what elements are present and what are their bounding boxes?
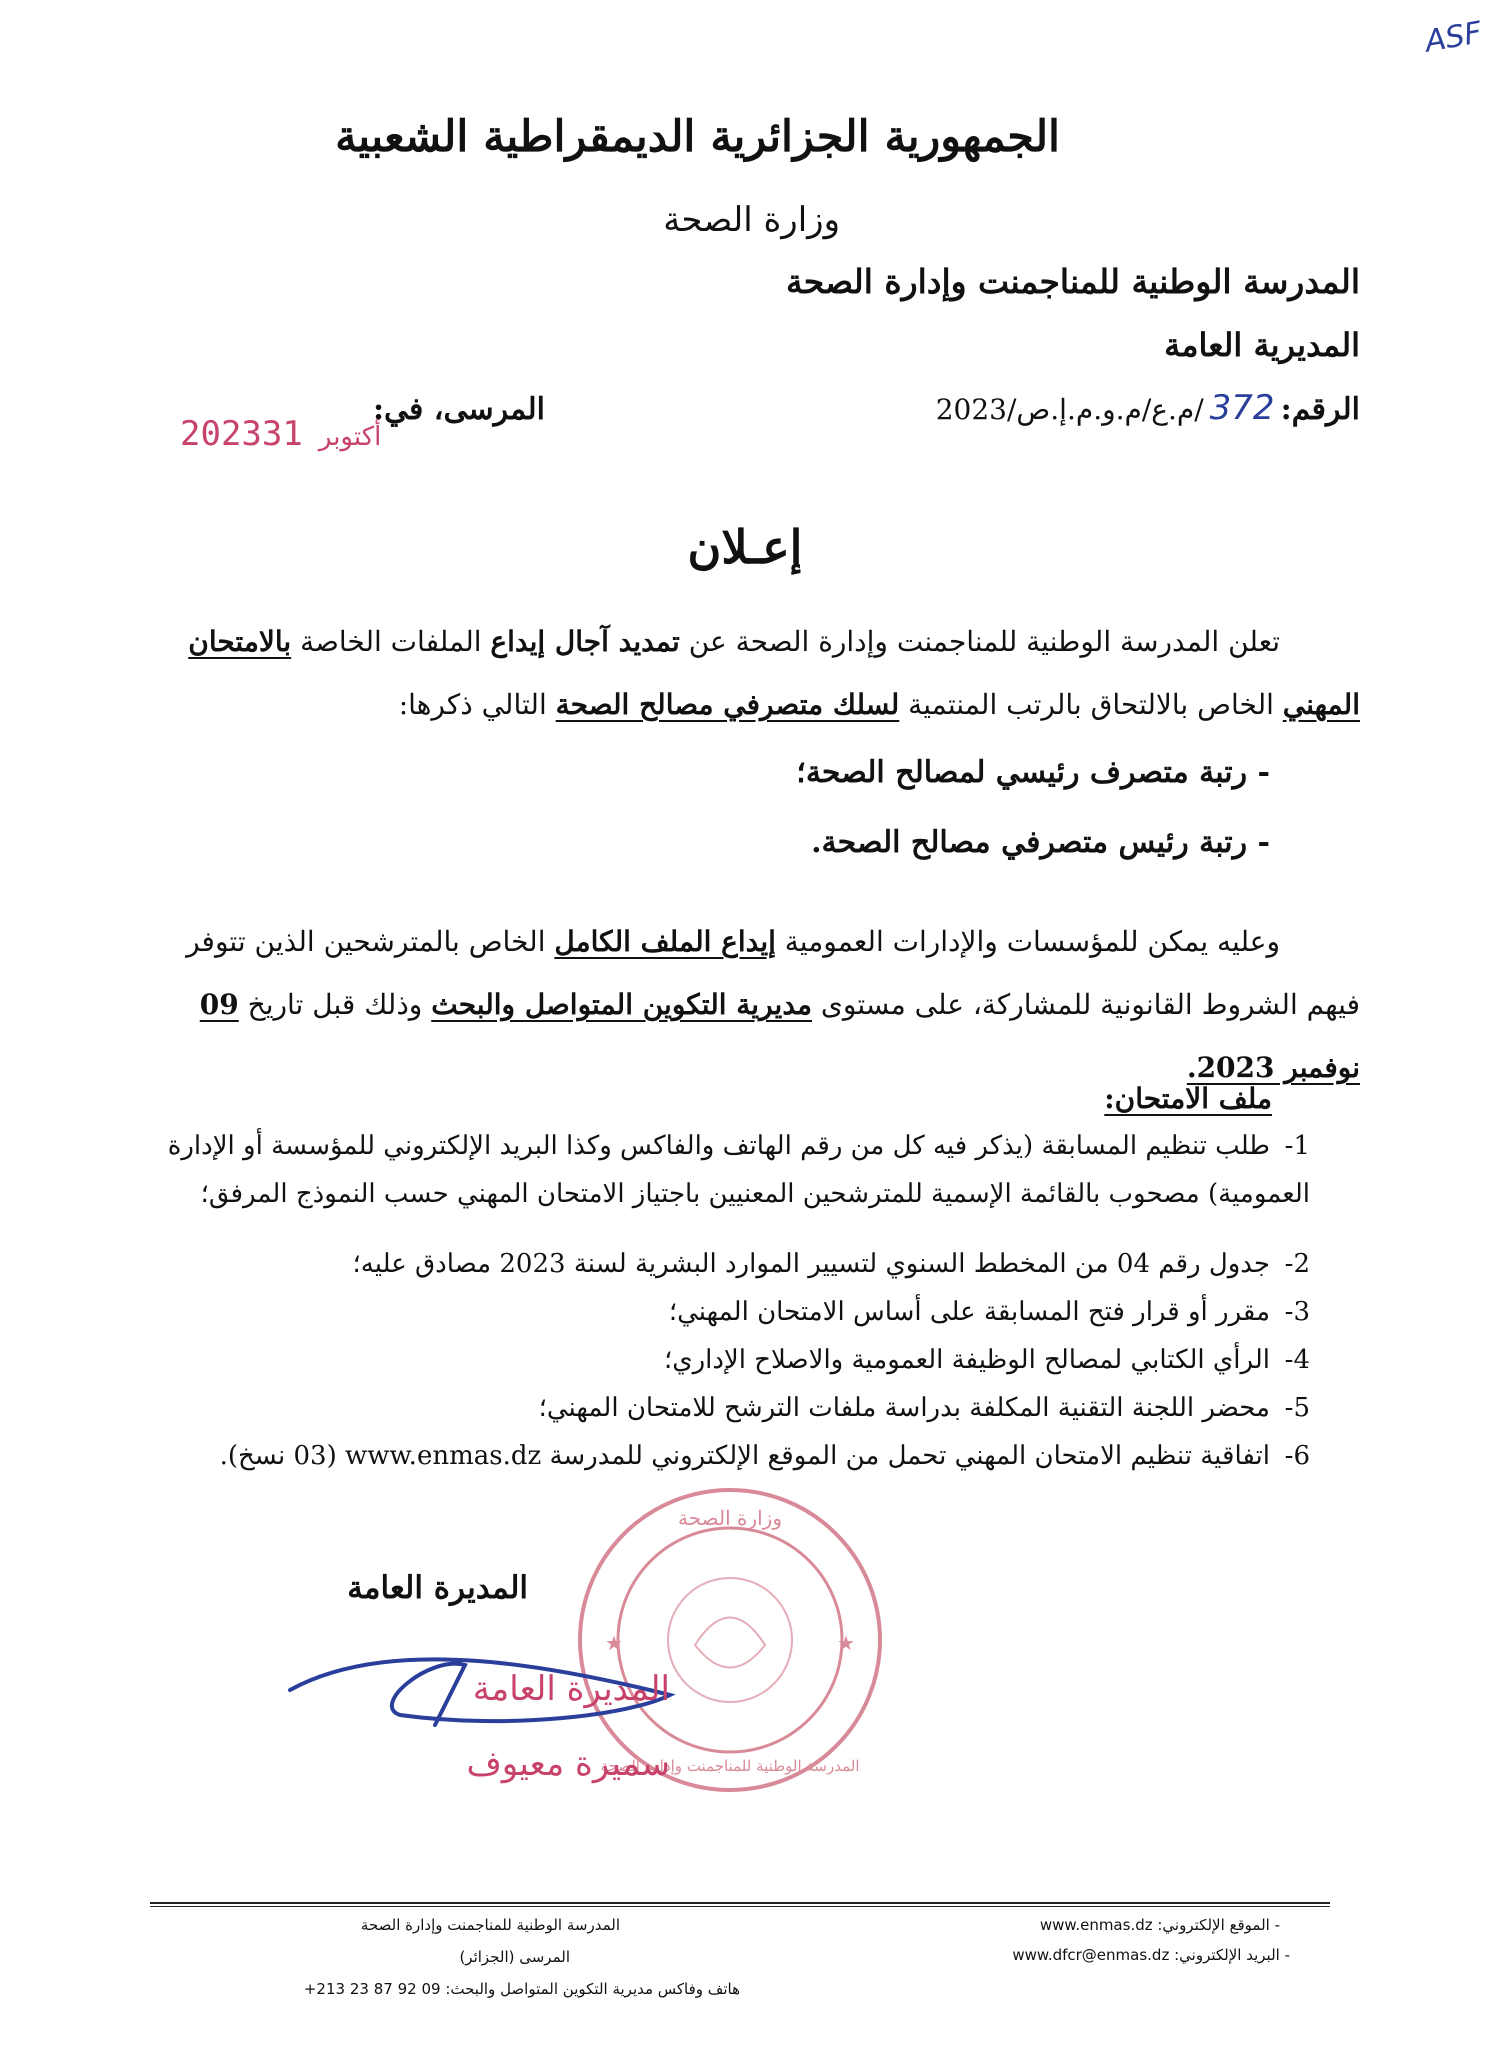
signature-line-1: المديرة العامة [472, 1669, 670, 1709]
ministry-name: وزارة الصحة [663, 200, 840, 240]
item-number: 2- [1284, 1249, 1310, 1279]
para1-text-2: الملفات الخاصة [291, 625, 491, 658]
item-number: 6- [1284, 1441, 1310, 1471]
exam-file-item-5 [130, 1384, 1310, 1432]
item-text: مقرر أو قرار فتح المسابقة على أساس الامتحان المهني؛ [668, 1297, 1270, 1327]
para2-bold-file: إيداع الملف الكامل [554, 925, 776, 958]
para1-text-3: الخاص بالالتحاق بالرتب المنتمية [899, 688, 1283, 721]
item-text: جدول رقم 04 من المخطط السنوي لتسيير الموارد البشرية لسنة 2023 مصادق عليه؛ [352, 1249, 1270, 1279]
item-text: الرأي الكتابي لمصالح الوظيفة العمومية والاصلاح الإداري؛ [663, 1345, 1270, 1375]
date-stamp [180, 414, 397, 454]
announcement-paragraph-1 [130, 610, 1360, 736]
svg-text:★: ★ [605, 1631, 623, 1655]
seal-outer-text: وزارة الصحة [678, 1506, 782, 1530]
seal-inner-text: المدرسة الوطنية للمناجمنت وإدارة الصحة [600, 1757, 860, 1775]
item-text: محضر اللجنة التقنية المكلفة بدراسة ملفات الترشح للامتحان المهني؛ [538, 1393, 1270, 1423]
item-text: طلب تنظيم المسابقة (يذكر فيه كل من رقم الهاتف والفاكس وكذا البريد الإلكتروني للمؤسسة أو الإدارة العمومية) مصحوب بالقائمة الإسمية للمترشحين المعنيين باجتياز الامتحان المهني حسب النموذج المرفق؛ [167, 1131, 1310, 1209]
reference-suffix: /م.ع/م.و.م.إ.ص/2023 [935, 393, 1204, 426]
para1-text-1: تعلن المدرسة الوطنية للمناجمنت وإدارة الصحة عن [679, 625, 1280, 658]
para2-bold-directorate: مديرية التكوين المتواصل والبحث [431, 988, 813, 1021]
signature-line-2: سميرة معيوف [466, 1744, 670, 1784]
republic-title: الجمهورية الجزائرية الديمقراطية الشعبية [335, 112, 1060, 162]
item-number: 5- [1284, 1393, 1310, 1423]
footer-divider [150, 1902, 1330, 1904]
school-name: المدرسة الوطنية للمناجمنت وإدارة الصحة [786, 262, 1360, 301]
item-number: 4- [1284, 1345, 1310, 1375]
handwritten-signature [250, 1595, 710, 1805]
para1-bold-extension: تمديد آجال إيداع [490, 625, 680, 658]
footer-divider-thin [150, 1906, 1330, 1907]
para2-text-1: وعليه يمكن للمؤسسات والإدارات العمومية [775, 925, 1280, 958]
footer-city: المرسى (الجزائر) [459, 1948, 570, 1966]
handwritten-initials: ASF [1422, 15, 1485, 60]
exam-file-item-4 [130, 1336, 1310, 1384]
reference-label: الرقم: [1280, 392, 1360, 427]
para2-text-3: وذلك قبل تاريخ [238, 988, 432, 1021]
para1-text-4: التالي ذكرها: [398, 688, 556, 721]
stamp-day: 31 [261, 414, 303, 454]
para1-bold-exam: بالامتحان المهني [188, 625, 1360, 721]
announcement-paragraph-2 [130, 910, 1360, 1099]
footer-phone: هاتف وفاكس مديرية التكوين المتواصل والبحث: 09 92 87 23 213+ [303, 1980, 740, 1998]
exam-file-item-2 [130, 1240, 1310, 1288]
footer-website: - الموقع الإلكتروني: www.enmas.dz [1039, 1916, 1280, 1934]
reference-number: 372 [1209, 388, 1275, 428]
footer-school-name: المدرسة الوطنية للمناجمنت وإدارة الصحة [360, 1916, 620, 1934]
exam-file-item-3 [130, 1288, 1310, 1336]
stamp-month: أكتوبر [318, 422, 382, 452]
para2-bold-deadline: 09 نوفمبر 2023. [199, 988, 1360, 1084]
rank-bullet-2: - رتبة رئيس متصرفي مصالح الصحة. [811, 825, 1270, 860]
para1-bold-corps: لسلك متصرفي مصالح الصحة [555, 688, 900, 721]
stamp-year: 2023 [180, 414, 262, 454]
directorate-name: المديرية العامة [1164, 326, 1360, 364]
reference-line [936, 388, 1360, 428]
para2-text-2: الخاص بالمترشحين الذين تتوفر فيهم الشروط القانونية للمشاركة، على مستوى [186, 925, 1360, 1021]
rank-bullet-1: - رتبة متصرف رئيسي لمصالح الصحة؛ [796, 755, 1270, 790]
item-number: 3- [1284, 1297, 1310, 1327]
announcement-title: إعـلان [687, 520, 803, 574]
exam-file-heading: ملف الامتحان: [1104, 1082, 1272, 1115]
item-number: 1- [1284, 1131, 1310, 1161]
exam-file-item-6 [130, 1432, 1310, 1480]
signatory-title: المديرة العامة [347, 1570, 528, 1606]
item-text: اتفاقية تنظيم الامتحان المهني تحمل من الموقع الإلكتروني للمدرسة www.enmas.dz (03 نسخ). [219, 1441, 1270, 1471]
exam-file-item-1 [130, 1122, 1310, 1218]
footer-email: - البريد الإلكتروني: www.dfcr@enmas.dz [1012, 1946, 1290, 1964]
place-date-label: المرسى، في: [372, 392, 545, 427]
svg-text:★: ★ [837, 1631, 855, 1655]
